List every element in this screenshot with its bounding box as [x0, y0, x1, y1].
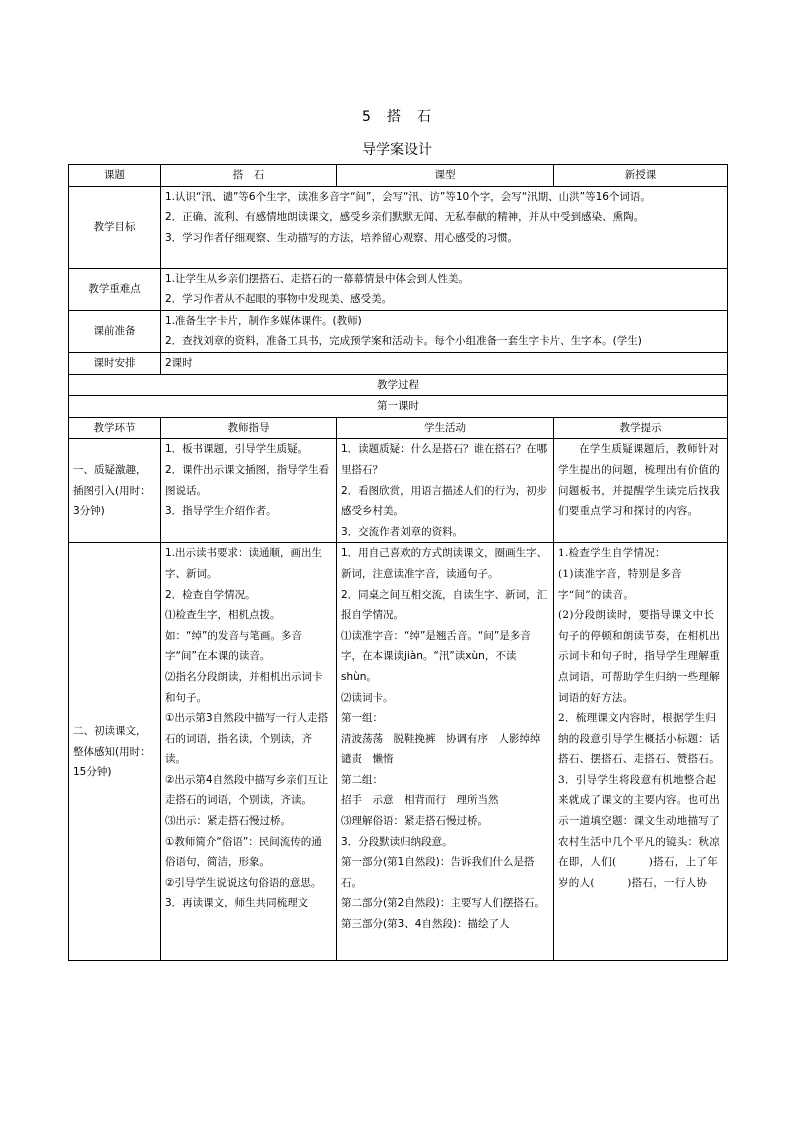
- student-step: 招手 示意 相背而行 理所当然: [341, 794, 499, 807]
- goal-item: 2．正确、流利、有感情地朗读课文，感受乡亲们默默无闻、无私奉献的精神，并从中受到感染、熏陶。: [165, 211, 645, 224]
- tip-item: 1.检查学生自学情况：: [558, 547, 666, 560]
- section-row: [69, 543, 728, 961]
- process-header-row: [69, 417, 728, 439]
- student-step: 第二部分(第2自然段)：主要写人们摆搭石。: [341, 897, 545, 910]
- teacher-step: ①教师简介“俗语”：民间流传的通俗语句，简洁，形象。: [165, 835, 322, 869]
- student-step: ⑶理解俗语：紧走搭石慢过桥。: [341, 815, 488, 828]
- student-step: 第一部分(第1自然段)：告诉我们什么是搭石。: [341, 856, 535, 889]
- student-step: 1．用自己喜欢的方式朗读课文，圈画生字、新词，注意读准字音，读通句子。: [341, 547, 548, 580]
- student-step: 1．读题质疑：什么是搭石？谁在搭石？在哪里搭石？: [341, 443, 548, 476]
- schedule-value: 2课时: [161, 352, 728, 374]
- lesson-plan-table: [68, 164, 728, 961]
- student-step: 第三部分(第3、4自然段)：描绘了人: [341, 918, 510, 931]
- key-points-content: [161, 268, 728, 310]
- header-student: 学生活动: [337, 417, 554, 439]
- teacher-step: ①出示第3自然段中描写一行人走搭石的词语，指名读，个别读，齐读。: [165, 712, 329, 766]
- tip-item: (2)分段朗读时，要指导课文中长句子的停顿和朗读节奏，在相机出示词卡和句子时，指导学生理解重点词语，可帮助学生归纳一些理解词语的好方法。: [558, 609, 720, 704]
- document-title: 5 搭 石: [362, 109, 432, 125]
- student-step: 第一组：: [341, 712, 383, 725]
- header-teacher: 教师指导: [161, 417, 337, 439]
- teaching-tips: [554, 543, 728, 961]
- teacher-step: 1．板书课题，引导学生质疑。: [165, 443, 309, 456]
- process-title-row: [69, 374, 728, 396]
- student-step: 3．分段默读归纳段意。: [341, 835, 453, 848]
- goal-item: 1.认识“汛、谴”等6个生字，读准多音字“间”，会写“汛、访”等10个字，会写“汛期、山洪”等16个词语。: [165, 190, 651, 203]
- teacher-step: ⑵指名分段朗读，并相机出示词卡和句子。: [165, 670, 323, 704]
- process-title: 教学过程: [69, 374, 728, 396]
- preparation-item: 2．查找刘章的资料，准备工具书，完成预学案和活动卡。每个小组准备一套生字卡片、生字本。(学生): [165, 335, 642, 348]
- student-step: ⑴读准字音：“绰”是翘舌音。“间”是多音字，在本课读jiàn。“汛”读xùn，不读shùn。: [341, 629, 531, 683]
- teacher-step: 3．指导学生介绍作者。: [165, 505, 277, 518]
- goals-label: 教学目标: [69, 186, 161, 268]
- type-value: 新授课: [554, 165, 728, 187]
- tip-item: 在学生质疑课题后，教师针对学生提出的问题，梳理出有价值的问题板书，并提醒学生读完后找我们要重点学习和探讨的内容。: [558, 443, 720, 518]
- teacher-step: ②出示第4自然段中描写乡亲们互让走搭石的词语，个别读，齐读。: [165, 773, 329, 807]
- student-activity: [337, 543, 554, 961]
- student-activity: [337, 439, 554, 543]
- stage-label: 一、质疑激趣，插图引入(用时：3分钟): [69, 439, 161, 543]
- preparation-content: [161, 310, 728, 352]
- key-points-row: [69, 268, 728, 310]
- preparation-item: 1.准备生字卡片，制作多媒体课件。(教师): [165, 314, 362, 327]
- course-value: 搭 石: [161, 165, 337, 187]
- type-label: 课型: [337, 165, 554, 187]
- course-label: 课题: [69, 165, 161, 187]
- lesson-title: 第一课时: [69, 396, 728, 418]
- teacher-guidance: [161, 439, 337, 543]
- student-step: 2．看图欣赏，用语言描述人们的行为，初步感受乡村美。: [341, 484, 548, 518]
- header-stage: 教学环节: [69, 417, 161, 439]
- teacher-step: 1.出示读书要求：读通顺，画出生字、新词。: [165, 547, 323, 580]
- tip-item: 3．引导学生将段意有机地整合起来就成了课文的主要内容。也可出示一道填空题：课文生动地描写了农村生活中几个平凡的镜头：秋凉在即，人们( )搭石，上了年岁的人( )搭石，一行人协: [558, 773, 720, 889]
- schedule-row: [69, 352, 728, 374]
- section-row: [69, 439, 728, 543]
- key-point-item: 1.让学生从乡亲们摆搭石、走搭石的一幕幕情景中体会到人性美。: [165, 272, 470, 285]
- tip-item: 2．梳理课文内容时，根据学生归纳的段意引导学生概括小标题：话搭石、摆搭石、走搭石、赞搭石。: [558, 712, 720, 766]
- preparation-label: 课前准备: [69, 310, 161, 352]
- teacher-step: ⑶出示：紧走搭石慢过桥。: [165, 815, 291, 828]
- teacher-step: ⑴检查生字，相机点拨。如：“绰”的发音与笔画。多音字“间”在本课的读音。: [165, 609, 302, 663]
- teaching-tips: [554, 439, 728, 543]
- teacher-guidance: [161, 543, 337, 961]
- lesson-title-row: [69, 396, 728, 418]
- goals-row: [69, 186, 728, 268]
- tip-item: (1)读准字音，特别是多音字“间”的读音。: [558, 567, 682, 601]
- teacher-step: 2．课件出示课文插图，指导学生看图说话。: [165, 463, 330, 497]
- key-point-item: 2．学习作者从不起眼的事物中发现美、感受美。: [165, 293, 393, 306]
- schedule-label: 课时安排: [69, 352, 161, 374]
- student-step: 3．交流作者刘章的资料。: [341, 525, 464, 538]
- teacher-step: 3．再读课文，师生共同梳理文: [165, 897, 309, 910]
- student-step: ⑵读词卡。: [341, 691, 394, 704]
- goal-item: 3．学习作者仔细观察、生动描写的方法，培养留心观察、用心感受的习惯。: [165, 231, 519, 244]
- student-step: 2．同桌之间互相交流，自读生字、新词，汇报自学情况。: [341, 588, 548, 622]
- document-subtitle: 导学案设计: [362, 142, 432, 158]
- key-points-label: 教学重难点: [69, 268, 161, 310]
- preparation-row: [69, 310, 728, 352]
- student-step: 清波荡荡 脱鞋挽裤 协调有序 人影绰绰 谴责 懒惰: [341, 732, 551, 766]
- teacher-step: ②引导学生说说这句俗语的意思。: [165, 876, 322, 889]
- course-row: [69, 165, 728, 187]
- teacher-step: 2．检查自学情况。: [165, 588, 256, 601]
- student-step: 第二组：: [341, 773, 383, 786]
- goals-content: [161, 186, 728, 268]
- header-tips: 教学提示: [554, 417, 728, 439]
- stage-label: 二、初读课文，整体感知(用时：15分钟): [69, 543, 161, 961]
